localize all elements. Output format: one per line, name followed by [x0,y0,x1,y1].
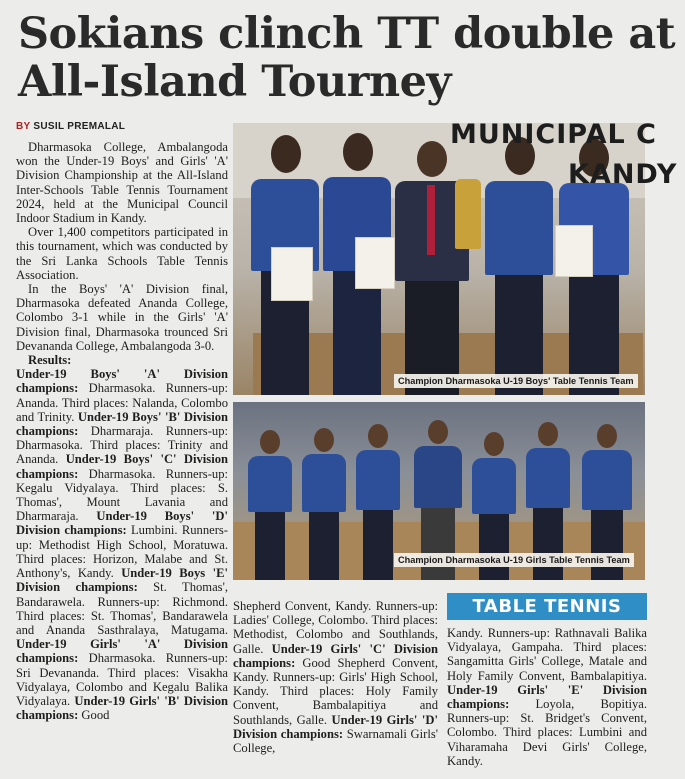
division-result-text: Dharmasoka. Runners-up: Sri Devananda. Third places: Visakha Vidyalaya, Colombo and Kegalu Balika Vidyalaya. [16,651,228,708]
player-figure [299,428,349,580]
division-heading: Under-19 Girls' 'B' Division champions: [16,693,228,723]
division-result-text: Good [78,708,110,723]
division-result-text: Dharmasoka. Runners-up: Ananda. Third places: Nalanda, Colombo and Trinity. [16,381,228,424]
headline: Sokians clinch TT double at All-Island Tourney [18,9,676,107]
division-result-text: Kandy. Runners-up: Rathnavali Balika Vidyalaya, Gampaha. Third places: Sangamitta Girls' College, Matale and Holy Family Convent, Bambalapitiya. [447,626,647,683]
participation-paragraph: Over 1,400 competitors participated in this tournament, which was conducted by the Sri Lanka Schools Table Tennis Association. [16,225,228,282]
player-figure [315,133,395,395]
results-heading: Results: [28,353,72,368]
division-heading: Under-19 Boys' 'C' Division champions: [16,452,229,481]
division-heading: Under-19 Boys' 'B' Division champions: [16,409,228,439]
player-figure [245,430,295,580]
player-figure [241,135,323,395]
division-result-text: Swarnamali Girls' College, [233,726,438,756]
venue-banner-line1: MUNICIPAL C [450,119,657,150]
player-figure [479,137,559,395]
article-column-2 [233,599,438,755]
division-result-text: Shepherd Convent, Kandy. Runners-up: Ladies' College, Colombo. Third places: Methodist, Colombo and Southlands, Galle. [233,599,438,656]
trophy-icon [455,179,481,249]
division-heading: Under-19 Girls' 'C' Division champions: [233,641,438,670]
intro-paragraph: Dharmasoka College, Ambalangoda won the Under-19 Boys' and Girls' 'A' Division Championship at the All-Island Inter-Schools Table Tennis Tournament 2024, held at the Municipal Council Indoor Stadium in Kandy. [16,140,228,226]
byline-prefix: BY [16,121,31,132]
division-heading: Under-19 Girls' 'A' Division champions: [16,637,228,666]
division-result-text: Loyola, Bopitiya. Runners-up: St. Bridget's Convent, Colombo. Third places: Lumbini and Viharamaha Devi Girls' College, Kandy. [447,697,647,768]
section-tag: TABLE TENNIS [447,593,647,620]
byline [16,121,125,132]
division-heading: Under-19 Girls' 'E' Division champions: [447,682,647,712]
byline-author: SUSIL PREMALAL [33,121,126,132]
division-result-text: Good Shepherd Convent, Kandy. Runners-up: Girls' High School, Kandy. Third places: Holy Family Convent, Bambalapitiya and Southlands, Galle. [233,655,438,727]
division-result-text: Lumbini. Runners-up: Methodist High School, Moratuwa. Third places: Horizon, Malabe and St. Anthony's, Kandy. [16,523,228,581]
article-column-3 [447,626,647,768]
finals-paragraph: In the Boys' 'A' Division final, Dharmasoka defeated Ananda College, Colombo 3-1 while in the Girls' 'A' Division final, Dharmasoka trounced Sri Devananda College, Ambalangoda 3-0. [16,282,228,353]
venue-banner-line2: KANDY [568,159,678,190]
boys-photo-caption: Champion Dharmasoka U-19 Boys' Table Tennis Team [394,374,638,388]
division-result-text: Dharmaraja. Runners-up: Dharmasoka. Third places: Trinity and Ananda. [16,424,228,467]
results-paragraph [16,367,228,722]
division-result-text: Dharmasoka. Runners-up: Kegalu Vidyalaya. Third places: S. Thomas', Mount Lavania and Dharmaraja. [16,466,228,524]
division-result-text: St. Thomas', Bandarawela. Runners-up: Richmond. Third places: St. Thomas', Bandarawela and Ananda Sasthralaya, Matugama. [16,580,228,637]
division-heading: Under-19 Boys' 'D' Division champions: [16,509,228,538]
division-heading: Under-19 Boys 'E' Division champions: [16,566,228,595]
girls-photo-caption: Champion Dharmasoka U-19 Girls Table Tennis Team [394,553,634,567]
division-heading: Under-19 Girls' 'D' Division champions: [233,712,438,741]
division-heading: Under-19 Boys' 'A' Division champions: [16,367,228,396]
article-column-1 [16,140,228,722]
